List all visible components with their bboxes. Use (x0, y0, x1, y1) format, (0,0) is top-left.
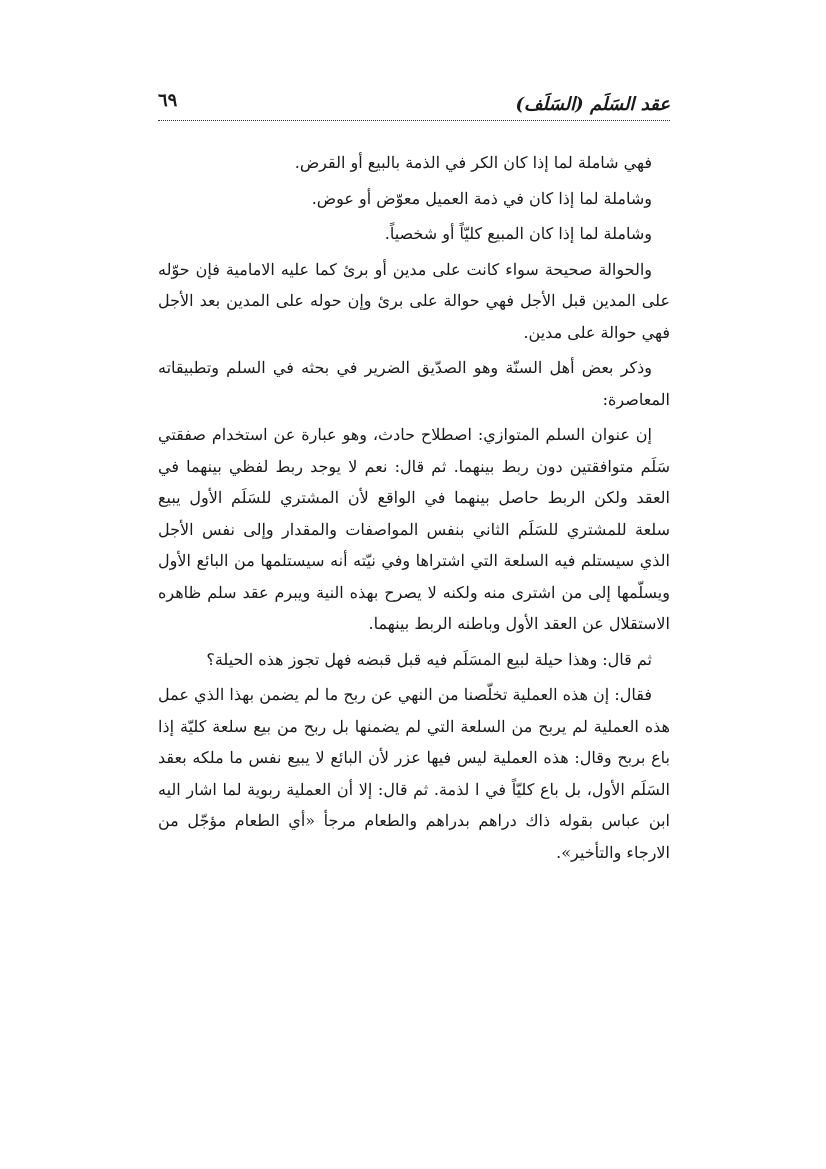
book-page (158, 88, 670, 872)
paragraph: وذكر بعض أهل السنّة وهو الصدّيق الضرير في بحثه في السلم وتطبيقاته المعاصرة: (158, 358, 670, 409)
paragraph: فهي شاملة لما إذا كان الكر في الذمة بالبيع أو القرض. (294, 153, 652, 172)
paragraph: ثم قال: وهذا حيلة لبيع المسَلَم فيه قبل قبضه فهل تجوز هذه الحيلة؟ (206, 649, 652, 669)
paragraph: وشاملة لما إذا كان المبيع كليّاً أو شخصياً. (384, 224, 652, 243)
paragraph: إن عنوان السلم المتوازي: اصطلاح حادث، وهو عبارة عن استخدام صفقتي سَلَم متوافقتين دون ربط بينهما. ثم قال: نعم لا يوجد ربط لفظي بينهما في العقد ولكن الربط حاصل بينهما في الواقع لأن المشتري للسَلَم الأول يبيع سلعة للمشتري للسَلَم الثاني بنفس المواصفات والمقدار وإلى نفس الأجل الذي سيستلم فيه السلعة التي اشتراها وفي نيّته أنه سيستلمها من البائع الأول ويسلّمها إلى من اشترى منه ولكنه لا يصرح بهذه النية ويبرم عقد سلم ظاهره الاستقلال عن العقد الأول وباطنه الربط بينهما. (158, 425, 670, 633)
paragraph: والحوالة صحيحة سواء كانت على مدين أو برئ كما عليه الامامية فإن حوّله على المدين قبل الأجل فهي حوالة على برئ وإن حوله على المدين بعد الأجل فهي حوالة على مدين. (158, 259, 670, 342)
paragraph: وشاملة لما إذا كان في ذمة العميل معوّض أو عوض. (311, 188, 652, 208)
running-header (158, 88, 670, 121)
body-text (158, 147, 670, 868)
page-number: ٦٩ (158, 90, 178, 111)
header-title: عقد السَلَم (السَلَف) (515, 94, 670, 115)
paragraph: فقال: إن هذه العملية تخلّصنا من النهي عن ربح ما لم يضمن بهذا الذي عمل هذه العملية لم يربح من السلعة التي لم يضمنها بل ربح من بيع سلعة كليّة إذا باع بربح وقال: هذه العملية ليس فيها عزر لأن البائع لا يبيع نفس ما ملكه بعقد السَلَم الأول، بل باع كليّاً في ا لذمة. ثم قال: إلا أن العملية ربوية لما اشار اليه ابن عباس بقوله ذاك دراهم بدراهم والطعام مرجأ «أي الطعام مؤجّل من الارجاء والتأخير». (158, 685, 671, 862)
